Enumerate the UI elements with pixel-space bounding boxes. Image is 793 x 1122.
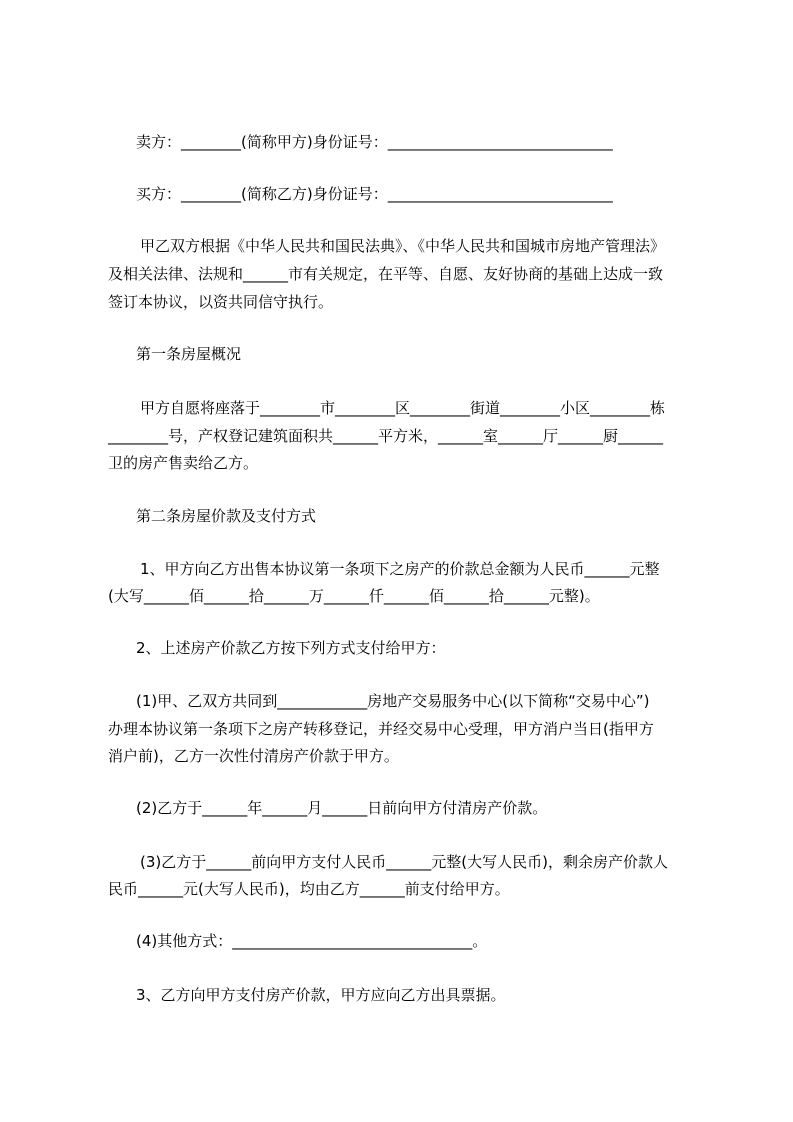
clause-2-1-line-1: (1)甲、乙双方共同到____________房地产交易服务中心(以下简称“交易中心”) [136, 692, 650, 710]
clause-1-line-1: 1、甲方向乙方出售本协议第一条项下之房产的价款总金额为人民币______元整 [140, 560, 660, 578]
clause-2-1-line-2: 办理本协议第一条项下之房产转移登记，并经交易中心受理，甲方消户当日(指甲方 [108, 720, 654, 738]
clause-2-line: 2、上述房产价款乙方按下列方式支付给甲方： [136, 639, 446, 657]
article-1-heading: 第一条房屋概况 [136, 345, 242, 363]
preamble-line-2: 及相关法律、法规和______市有关规定，在平等、自愿、友好协商的基础上达成一致 [108, 265, 664, 283]
clause-1-line-2: (大写______佰______拾______万______仟______佰______拾______元整)。 [108, 587, 600, 605]
clause-3-line: 3、乙方向甲方支付房产价款，甲方应向乙方出具票据。 [136, 986, 506, 1004]
article-1-line-2: ________号，产权登记建筑面积共______平方米，______室______厅______厨______ [108, 427, 664, 445]
clause-2-3-line-1: (3)乙方于______前向甲方支付人民币______元整(大写人民币)，剩余房产价款人 [140, 853, 668, 871]
preamble-line-3: 签订本协议，以资共同信守执行。 [108, 293, 334, 311]
preamble-line-1: 甲乙双方根据《中华人民共和国民法典》、《中华人民共和国城市房地产管理法》 [140, 237, 666, 255]
clause-2-1-line-3: 消户前)，乙方一次性付清房产价款于甲方。 [108, 747, 399, 765]
article-1-line-1: 甲方自愿将座落于________市________区________街道________小区________栋 [140, 399, 666, 417]
clause-2-2-line: (2)乙方于______年______月______日前向甲方付清房产价款。 [136, 799, 548, 817]
clause-2-3-line-2: 民币______元(大写人民币)，均由乙方______前支付给甲方。 [108, 880, 510, 898]
seller-line: 卖方：________(简称甲方)身份证号：______________________________ [136, 133, 613, 151]
article-1-line-3: 卫的房产售卖给乙方。 [108, 454, 259, 472]
article-2-heading: 第二条房屋价款及支付方式 [136, 507, 317, 525]
clause-2-4-line: (4)其他方式：________________________________。 [136, 932, 488, 950]
buyer-line: 买方：________(简称乙方)身份证号：______________________________ [136, 185, 613, 203]
